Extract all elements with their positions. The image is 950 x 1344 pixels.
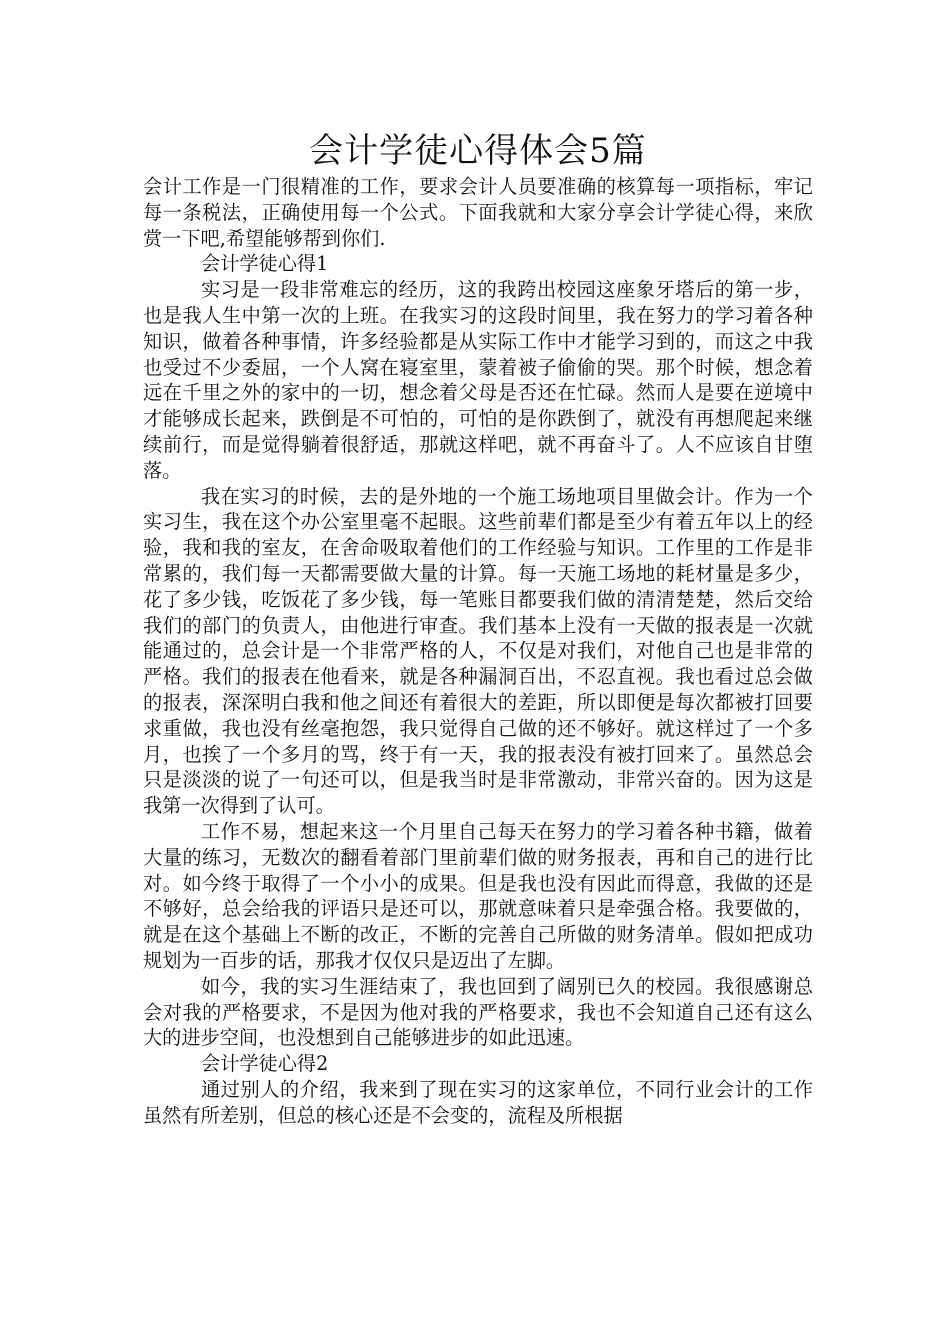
document-title: 会计学徒心得体会5篇 (309, 131, 647, 171)
document-page (143, 128, 813, 1128)
body-paragraph: 如今，我的实习生涯结束了，我也回到了阔别已久的校园。我很感谢总会对我的严格要求，不是因为他对我的严格要求，我也不会知道自己还有这么大的进步空间，也没想到自己能够进步的如此迅速。 (143, 974, 813, 1050)
body-paragraph: 我在实习的时候，去的是外地的一个施工场地项目里做会计。作为一个实习生，我在这个办公室里毫不起眼。这些前辈们都是至少有着五年以上的经验，我和我的室友，在舍命吸取着他们的工作经验与知识。工作里的工作是非常累的，我们每一天都需要做大量的计算。每一天施工场地的耗材量是多少，花了多少钱，吃饭花了多少钱，每一笔账目都要我们做的清清楚楚，然后交给我们的部门的负责人，由他进行审查。我们基本上没有一天做的报表是一次就能通过的，总会计是一个非常严格的人，不仅是对我们，对他自己也是非常的严格。我们的报表在他看来，就是各种漏洞百出，不忍直视。我也看过总会做的报表，深深明白我和他之间还有着很大的差距，所以即便是每次都被打回要求重做，我也没有丝毫抱怨，我只觉得自己做的还不够好。就这样过了一个多月，也挨了一个多月的骂，终于有一天，我的报表没有被打回来了。虽然总会只是淡淡的说了一句还可以，但是我当时是非常激动，非常兴奋的。因为这是我第一次得到了认可。 (143, 484, 813, 818)
section-heading-2: 会计学徒心得2 (201, 1052, 329, 1076)
body-paragraph: 实习是一段非常难忘的经历，这的我跨出校园这座象牙塔后的第一步，也是我人生中第一次的上班。在我实习的这段时间里，我在努力的学习着各种知识，做着各种事情，许多经验都是从实际工作中才能学习到的，而这之中我也受过不少委屈，一个人窝在寝室里，蒙着被子偷偷的哭。那个时候，想念着远在千里之外的家中的一切，想念着父母是否还在忙碌。然而人是要在逆境中才能够成长起来，跌倒是不可怕的，可怕的是你跌倒了，就没有再想爬起来继续前行，而是觉得躺着很舒适，那就这样吧，就不再奋斗了。人不应该自甘堕落。 (143, 278, 813, 482)
body-paragraph: 工作不易，想起来这一个月里自己每天在努力的学习着各种书籍，做着大量的练习，无数次的翻看着部门里前辈们做的财务报表，再和自己的进行比对。如今终于取得了一个小小的成果。但是我也没有因此而得意，我做的还是不够好，总会给我的评语只是还可以，那就意味着只是牵强合格。我要做的，就是在这个基础上不断的改正，不断的完善自己所做的财务清单。假如把成功规划为一百步的话，那我才仅仅只是迈出了左脚。 (143, 819, 813, 972)
intro-paragraph: 会计工作是一门很精准的工作，要求会计人员要准确的核算每一项指标，牢记每一条税法，正确使用每一个公式。下面我就和大家分享会计学徒心得，来欣赏一下吧,希望能够帮到你们. (143, 175, 813, 250)
body-paragraph: 通过别人的介绍，我来到了现在实习的这家单位，不同行业会计的工作虽然有所差别，但总的核心还是不会变的，流程及所根据 (143, 1077, 813, 1127)
section-heading-1: 会计学徒心得1 (201, 252, 329, 276)
